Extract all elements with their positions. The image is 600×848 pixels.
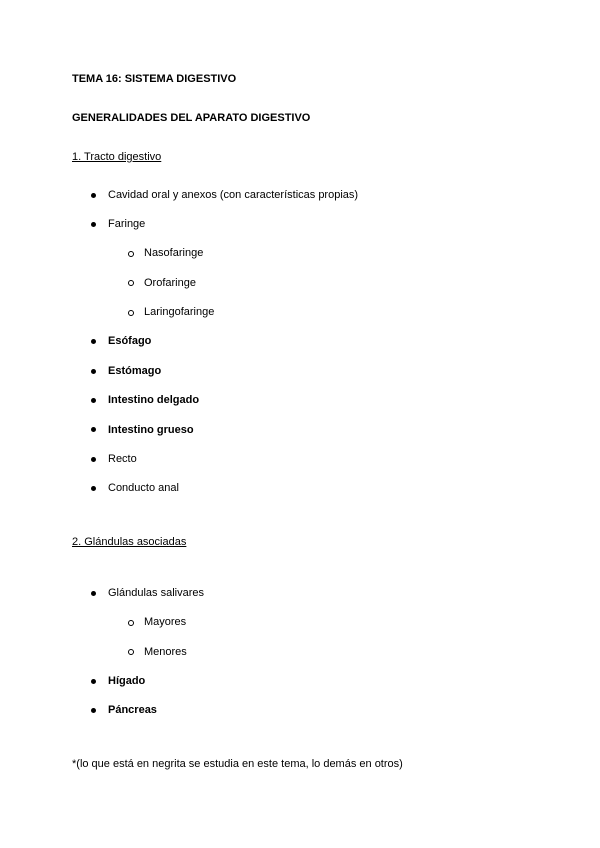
bullet-icon: [91, 486, 96, 491]
list-subitem: Nasofaringe: [144, 247, 204, 259]
document-title: TEMA 16: SISTEMA DIGESTIVO: [72, 73, 237, 85]
list-item: Glándulas salivares: [108, 587, 204, 599]
list-subitem: Mayores: [144, 616, 187, 628]
list-item: Conducto anal: [108, 482, 179, 494]
list-subitem: Orofaringe: [144, 277, 196, 289]
bullet-icon: [91, 339, 96, 344]
list-item: Cavidad oral y anexos (con características propias): [108, 189, 359, 201]
document-subtitle: GENERALIDADES DEL APARATO DIGESTIVO: [72, 112, 311, 124]
section-heading-tracto: 1. Tracto digestivo: [72, 151, 162, 163]
list-item-bold: Estómago: [108, 365, 162, 377]
section-heading-glandulas: 2. Glándulas asociadas: [72, 536, 187, 548]
footnote: *(lo que está en negrita se estudia en este tema, lo demás en otros): [72, 758, 403, 770]
circle-bullet-icon: [128, 280, 134, 286]
bullet-icon: [91, 398, 96, 403]
list-item-bold: Páncreas: [108, 704, 157, 716]
bullet-icon: [91, 708, 96, 713]
circle-bullet-icon: [128, 620, 134, 626]
circle-bullet-icon: [128, 649, 134, 655]
bullet-icon: [91, 369, 96, 374]
bullet-icon: [91, 457, 96, 462]
list-item: Faringe: [108, 218, 146, 230]
list-subitem: Menores: [144, 646, 187, 658]
bullet-icon: [91, 427, 96, 432]
list-subitem: Laringofaringe: [144, 306, 215, 318]
bullet-icon: [91, 591, 96, 596]
list-item: Recto: [108, 453, 137, 465]
bullet-icon: [91, 679, 96, 684]
bullet-icon: [91, 193, 96, 198]
bullet-icon: [91, 222, 96, 227]
list-item-bold: Intestino delgado: [108, 394, 200, 406]
circle-bullet-icon: [128, 251, 134, 257]
circle-bullet-icon: [128, 310, 134, 316]
list-item-bold: Hígado: [108, 675, 146, 687]
list-item-bold: Esófago: [108, 335, 152, 347]
list-item-bold: Intestino grueso: [108, 424, 194, 436]
